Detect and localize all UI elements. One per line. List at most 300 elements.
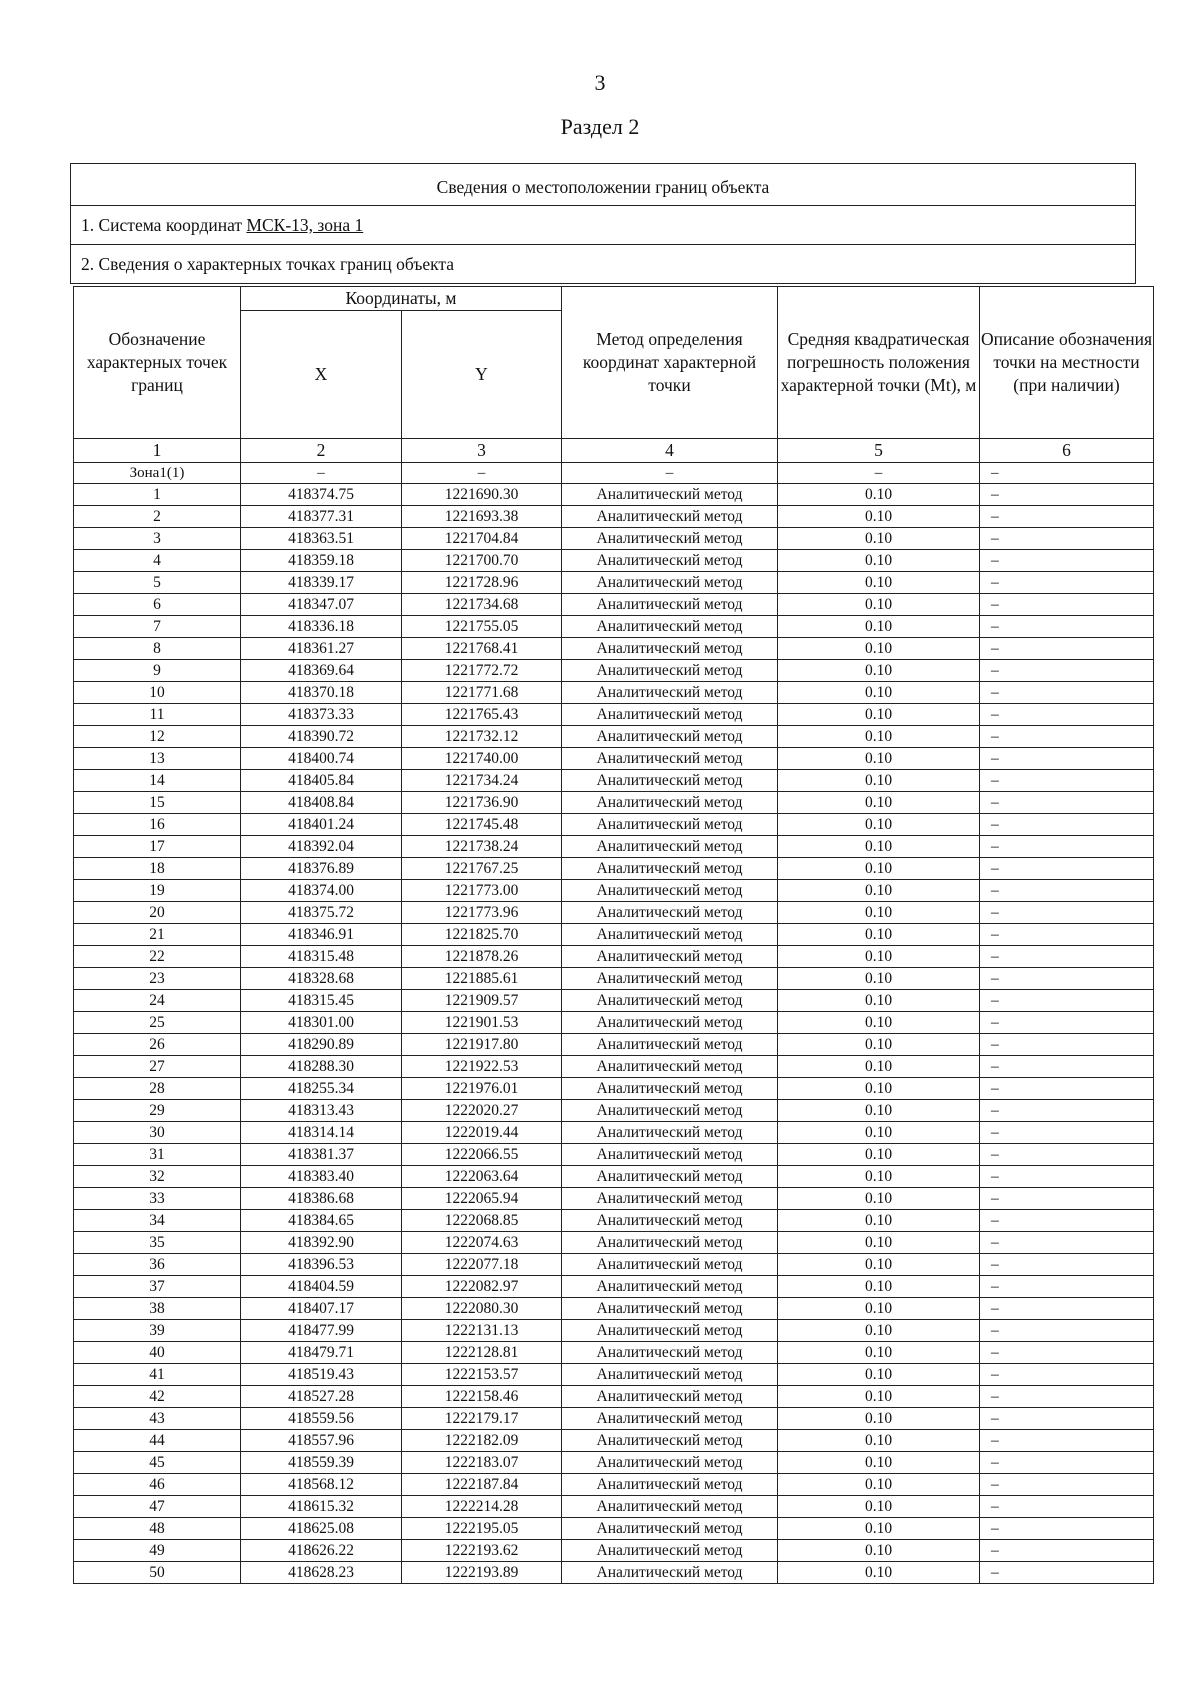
table-row [74,1078,1154,1100]
method-cell: Аналитический метод [562,1364,778,1386]
y-coord-cell: 1222019.44 [402,1122,562,1144]
x-coord-cell: 418392.04 [241,836,402,858]
error-cell: 0.10 [778,770,980,792]
error-cell: 0.10 [778,726,980,748]
point-id-cell: 34 [74,1210,241,1232]
method-cell: Аналитический метод [562,1298,778,1320]
method-cell: Аналитический метод [562,1210,778,1232]
method-cell: Аналитический метод [562,1276,778,1298]
error-cell: 0.10 [778,1518,980,1540]
description-cell: – [980,638,1154,660]
description-cell: – [980,1232,1154,1254]
x-coord-cell: 418479.71 [241,1342,402,1364]
description-cell: – [980,1518,1154,1540]
y-coord-cell: 1221768.41 [402,638,562,660]
point-id-cell: 30 [74,1122,241,1144]
y-coord-cell: 1221690.30 [402,484,562,506]
x-coord-cell: 418377.31 [241,506,402,528]
y-coord-cell: 1221732.12 [402,726,562,748]
table-row [74,1408,1154,1430]
description-cell: – [980,1496,1154,1518]
description-cell: – [980,880,1154,902]
point-id-cell: 4 [74,550,241,572]
column-number: 1 [74,439,241,463]
point-id-cell: 23 [74,968,241,990]
method-cell: Аналитический метод [562,880,778,902]
point-id-cell: 49 [74,1540,241,1562]
y-coord-cell: 1221825.70 [402,924,562,946]
table-row [74,1100,1154,1122]
description-cell: – [980,484,1154,506]
error-cell: 0.10 [778,506,980,528]
method-cell: Аналитический метод [562,1474,778,1496]
header-y: Y [402,311,562,439]
y-coord-cell: 1222153.57 [402,1364,562,1386]
error-cell: 0.10 [778,880,980,902]
y-coord-cell: 1221767.25 [402,858,562,880]
y-coord-cell: 1222020.27 [402,1100,562,1122]
point-id-cell: 35 [74,1232,241,1254]
method-cell: Аналитический метод [562,550,778,572]
description-cell: – [980,1452,1154,1474]
method-cell: Аналитический метод [562,902,778,924]
points-heading: 2. Сведения о характерных точках границ объекта [81,254,455,274]
zone-cell: – [778,463,980,484]
description-cell: – [980,682,1154,704]
x-coord-cell: 418557.96 [241,1430,402,1452]
table-row [74,792,1154,814]
error-cell: 0.10 [778,550,980,572]
y-coord-cell: 1222214.28 [402,1496,562,1518]
table-row [74,572,1154,594]
y-coord-cell: 1221909.57 [402,990,562,1012]
method-cell: Аналитический метод [562,1430,778,1452]
method-cell: Аналитический метод [562,1452,778,1474]
point-id-cell: 10 [74,682,241,704]
point-id-cell: 50 [74,1562,241,1584]
x-coord-cell: 418290.89 [241,1034,402,1056]
y-coord-cell: 1222158.46 [402,1386,562,1408]
description-cell: – [980,770,1154,792]
column-number: 5 [778,439,980,463]
table-row [74,1342,1154,1364]
table-row [74,506,1154,528]
y-coord-cell: 1221736.90 [402,792,562,814]
error-cell: 0.10 [778,836,980,858]
table-row [74,858,1154,880]
table-row [74,880,1154,902]
coord-system-label: 1. Система координат [81,215,247,235]
table-row [74,1012,1154,1034]
point-id-cell: 40 [74,1342,241,1364]
x-coord-cell: 418559.39 [241,1452,402,1474]
method-cell: Аналитический метод [562,814,778,836]
point-id-cell: 3 [74,528,241,550]
method-cell: Аналитический метод [562,748,778,770]
method-cell: Аналитический метод [562,792,778,814]
x-coord-cell: 418361.27 [241,638,402,660]
table-row [74,1430,1154,1452]
table-row [74,726,1154,748]
description-cell: – [980,1012,1154,1034]
description-cell: – [980,990,1154,1012]
header-x: X [241,311,402,439]
method-cell: Аналитический метод [562,858,778,880]
coord-system-value: МСК-13, зона 1 [246,215,364,235]
method-cell: Аналитический метод [562,1518,778,1540]
point-id-cell: 1 [74,484,241,506]
method-cell: Аналитический метод [562,506,778,528]
method-cell: Аналитический метод [562,528,778,550]
table-row [74,1210,1154,1232]
y-coord-cell: 1222080.30 [402,1298,562,1320]
x-coord-cell: 418328.68 [241,968,402,990]
table-row [74,1034,1154,1056]
y-coord-cell: 1222065.94 [402,1188,562,1210]
description-cell: – [980,1562,1154,1584]
y-coord-cell: 1221772.72 [402,660,562,682]
error-cell: 0.10 [778,1408,980,1430]
point-id-cell: 39 [74,1320,241,1342]
x-coord-cell: 418407.17 [241,1298,402,1320]
y-coord-cell: 1221773.00 [402,880,562,902]
y-coord-cell: 1221728.96 [402,572,562,594]
method-cell: Аналитический метод [562,924,778,946]
y-coord-cell: 1222131.13 [402,1320,562,1342]
table-row [74,528,1154,550]
point-id-cell: 16 [74,814,241,836]
frame-heading: Сведения о местоположении границ объекта [71,164,1135,206]
zone-row [74,463,1154,484]
x-coord-cell: 418313.43 [241,1100,402,1122]
description-cell: – [980,1078,1154,1100]
description-cell: – [980,1100,1154,1122]
table-row [74,968,1154,990]
error-cell: 0.10 [778,1166,980,1188]
error-cell: 0.10 [778,1452,980,1474]
description-cell: – [980,616,1154,638]
y-coord-cell: 1222193.62 [402,1540,562,1562]
point-id-cell: 26 [74,1034,241,1056]
error-cell: 0.10 [778,1144,980,1166]
y-coord-cell: 1221745.48 [402,814,562,836]
error-cell: 0.10 [778,1232,980,1254]
error-cell: 0.10 [778,946,980,968]
error-cell: 0.10 [778,638,980,660]
description-cell: – [980,1034,1154,1056]
table-row [74,1232,1154,1254]
table-row [74,770,1154,792]
description-cell: – [980,858,1154,880]
x-coord-cell: 418626.22 [241,1540,402,1562]
x-coord-cell: 418369.64 [241,660,402,682]
x-coord-cell: 418359.18 [241,550,402,572]
point-id-cell: 9 [74,660,241,682]
table-row [74,1276,1154,1298]
table-row [74,1122,1154,1144]
error-cell: 0.10 [778,902,980,924]
table-row [74,1166,1154,1188]
error-cell: 0.10 [778,1100,980,1122]
method-cell: Аналитический метод [562,1012,778,1034]
header-point: Обозначение характерных точек границ [74,287,241,439]
point-id-cell: 42 [74,1386,241,1408]
x-coord-cell: 418339.17 [241,572,402,594]
x-coord-cell: 418314.14 [241,1122,402,1144]
description-cell: – [980,748,1154,770]
table-row [74,748,1154,770]
table-row [74,1386,1154,1408]
description-cell: – [980,1430,1154,1452]
x-coord-cell: 418383.40 [241,1166,402,1188]
error-cell: 0.10 [778,1188,980,1210]
method-cell: Аналитический метод [562,968,778,990]
table-row [74,1474,1154,1496]
y-coord-cell: 1222074.63 [402,1232,562,1254]
zone-cell: Зона1(1) [74,463,241,484]
point-id-cell: 32 [74,1166,241,1188]
point-id-cell: 15 [74,792,241,814]
method-cell: Аналитический метод [562,1034,778,1056]
y-coord-cell: 1221901.53 [402,1012,562,1034]
x-coord-cell: 418390.72 [241,726,402,748]
error-cell: 0.10 [778,1386,980,1408]
x-coord-cell: 418519.43 [241,1364,402,1386]
y-coord-cell: 1221734.24 [402,770,562,792]
description-cell: – [980,1364,1154,1386]
method-cell: Аналитический метод [562,990,778,1012]
point-id-cell: 13 [74,748,241,770]
method-cell: Аналитический метод [562,836,778,858]
table-row [74,924,1154,946]
description-cell: – [980,1166,1154,1188]
method-cell: Аналитический метод [562,682,778,704]
description-cell: – [980,572,1154,594]
point-id-cell: 7 [74,616,241,638]
error-cell: 0.10 [778,748,980,770]
method-cell: Аналитический метод [562,1562,778,1584]
method-cell: Аналитический метод [562,1144,778,1166]
table-row [74,1188,1154,1210]
point-id-cell: 47 [74,1496,241,1518]
point-id-cell: 11 [74,704,241,726]
method-cell: Аналитический метод [562,1342,778,1364]
description-cell: – [980,792,1154,814]
method-cell: Аналитический метод [562,594,778,616]
error-cell: 0.10 [778,528,980,550]
error-cell: 0.10 [778,1474,980,1496]
description-cell: – [980,1342,1154,1364]
y-coord-cell: 1222187.84 [402,1474,562,1496]
x-coord-cell: 418370.18 [241,682,402,704]
method-cell: Аналитический метод [562,1540,778,1562]
point-id-cell: 8 [74,638,241,660]
column-number: 3 [402,439,562,463]
x-coord-cell: 418386.68 [241,1188,402,1210]
point-id-cell: 31 [74,1144,241,1166]
method-cell: Аналитический метод [562,726,778,748]
x-coord-cell: 418404.59 [241,1276,402,1298]
x-coord-cell: 418400.74 [241,748,402,770]
error-cell: 0.10 [778,594,980,616]
point-id-cell: 36 [74,1254,241,1276]
point-id-cell: 29 [74,1100,241,1122]
table-row [74,550,1154,572]
table-row [74,594,1154,616]
x-coord-cell: 418408.84 [241,792,402,814]
x-coord-cell: 418628.23 [241,1562,402,1584]
y-coord-cell: 1221704.84 [402,528,562,550]
error-cell: 0.10 [778,572,980,594]
method-cell: Аналитический метод [562,1320,778,1342]
page-number: 3 [594,70,606,95]
error-cell: 0.10 [778,1496,980,1518]
column-number: 4 [562,439,778,463]
point-id-cell: 25 [74,1012,241,1034]
error-cell: 0.10 [778,1122,980,1144]
table-row [74,1320,1154,1342]
method-cell: Аналитический метод [562,616,778,638]
error-cell: 0.10 [778,616,980,638]
table-row [74,484,1154,506]
description-cell: – [980,1386,1154,1408]
table-row [74,1540,1154,1562]
method-cell: Аналитический метод [562,1408,778,1430]
x-coord-cell: 418527.28 [241,1386,402,1408]
description-cell: – [980,1408,1154,1430]
description-cell: – [980,924,1154,946]
x-coord-cell: 418615.32 [241,1496,402,1518]
point-id-cell: 19 [74,880,241,902]
method-cell: Аналитический метод [562,1078,778,1100]
y-coord-cell: 1221765.43 [402,704,562,726]
x-coord-cell: 418559.56 [241,1408,402,1430]
y-coord-cell: 1221878.26 [402,946,562,968]
x-coord-cell: 418392.90 [241,1232,402,1254]
x-coord-cell: 418315.45 [241,990,402,1012]
header-error: Средняя квадратическая погрешность положения характерной точки (Mt), м [778,287,980,439]
error-cell: 0.10 [778,858,980,880]
description-cell: – [980,1254,1154,1276]
x-coord-cell: 418288.30 [241,1056,402,1078]
x-coord-cell: 418301.00 [241,1012,402,1034]
zone-cell: – [402,463,562,484]
x-coord-cell: 418477.99 [241,1320,402,1342]
point-id-cell: 28 [74,1078,241,1100]
zone-cell: – [980,463,1154,484]
description-cell: – [980,506,1154,528]
section-title: Раздел 2 [560,114,640,139]
method-cell: Аналитический метод [562,1166,778,1188]
description-cell: – [980,1320,1154,1342]
y-coord-cell: 1221755.05 [402,616,562,638]
x-coord-cell: 418374.75 [241,484,402,506]
table-row [74,1254,1154,1276]
table-row [74,1518,1154,1540]
table-row [74,1364,1154,1386]
error-cell: 0.10 [778,1320,980,1342]
error-cell: 0.10 [778,1254,980,1276]
error-cell: 0.10 [778,924,980,946]
y-coord-cell: 1221771.68 [402,682,562,704]
point-id-cell: 45 [74,1452,241,1474]
point-id-cell: 21 [74,924,241,946]
y-coord-cell: 1221740.00 [402,748,562,770]
description-cell: – [980,1188,1154,1210]
method-cell: Аналитический метод [562,638,778,660]
table-row [74,946,1154,968]
table-row [74,1452,1154,1474]
y-coord-cell: 1222068.85 [402,1210,562,1232]
y-coord-cell: 1221773.96 [402,902,562,924]
x-coord-cell: 418347.07 [241,594,402,616]
error-cell: 0.10 [778,990,980,1012]
y-coord-cell: 1221917.80 [402,1034,562,1056]
error-cell: 0.10 [778,484,980,506]
error-cell: 0.10 [778,704,980,726]
method-cell: Аналитический метод [562,1254,778,1276]
description-cell: – [980,946,1154,968]
x-coord-cell: 418315.48 [241,946,402,968]
description-cell: – [980,902,1154,924]
error-cell: 0.10 [778,1298,980,1320]
method-cell: Аналитический метод [562,1122,778,1144]
point-id-cell: 41 [74,1364,241,1386]
table-row [74,1298,1154,1320]
x-coord-cell: 418401.24 [241,814,402,836]
point-id-cell: 20 [74,902,241,924]
error-cell: 0.10 [778,814,980,836]
y-coord-cell: 1222179.17 [402,1408,562,1430]
header-method: Метод определения координат характерной точки [562,287,778,439]
method-cell: Аналитический метод [562,770,778,792]
y-coord-cell: 1221976.01 [402,1078,562,1100]
x-coord-cell: 418381.37 [241,1144,402,1166]
method-cell: Аналитический метод [562,946,778,968]
coord-system-line [71,206,1135,245]
point-id-cell: 48 [74,1518,241,1540]
x-coord-cell: 418625.08 [241,1518,402,1540]
zone-cell: – [241,463,402,484]
description-cell: – [980,1276,1154,1298]
method-cell: Аналитический метод [562,1386,778,1408]
zone-cell: – [562,463,778,484]
point-id-cell: 2 [74,506,241,528]
method-cell: Аналитический метод [562,484,778,506]
point-id-cell: 38 [74,1298,241,1320]
table-row [74,616,1154,638]
x-coord-cell: 418396.53 [241,1254,402,1276]
description-cell: – [980,968,1154,990]
description-cell: – [980,726,1154,748]
point-id-cell: 6 [74,594,241,616]
point-id-cell: 43 [74,1408,241,1430]
x-coord-cell: 418405.84 [241,770,402,792]
description-cell: – [980,660,1154,682]
column-number-row [74,439,1154,463]
error-cell: 0.10 [778,682,980,704]
description-cell: – [980,1210,1154,1232]
method-cell: Аналитический метод [562,704,778,726]
description-cell: – [980,594,1154,616]
error-cell: 0.10 [778,1210,980,1232]
y-coord-cell: 1221693.38 [402,506,562,528]
method-cell: Аналитический метод [562,1232,778,1254]
error-cell: 0.10 [778,1430,980,1452]
method-cell: Аналитический метод [562,1496,778,1518]
method-cell: Аналитический метод [562,660,778,682]
x-coord-cell: 418336.18 [241,616,402,638]
